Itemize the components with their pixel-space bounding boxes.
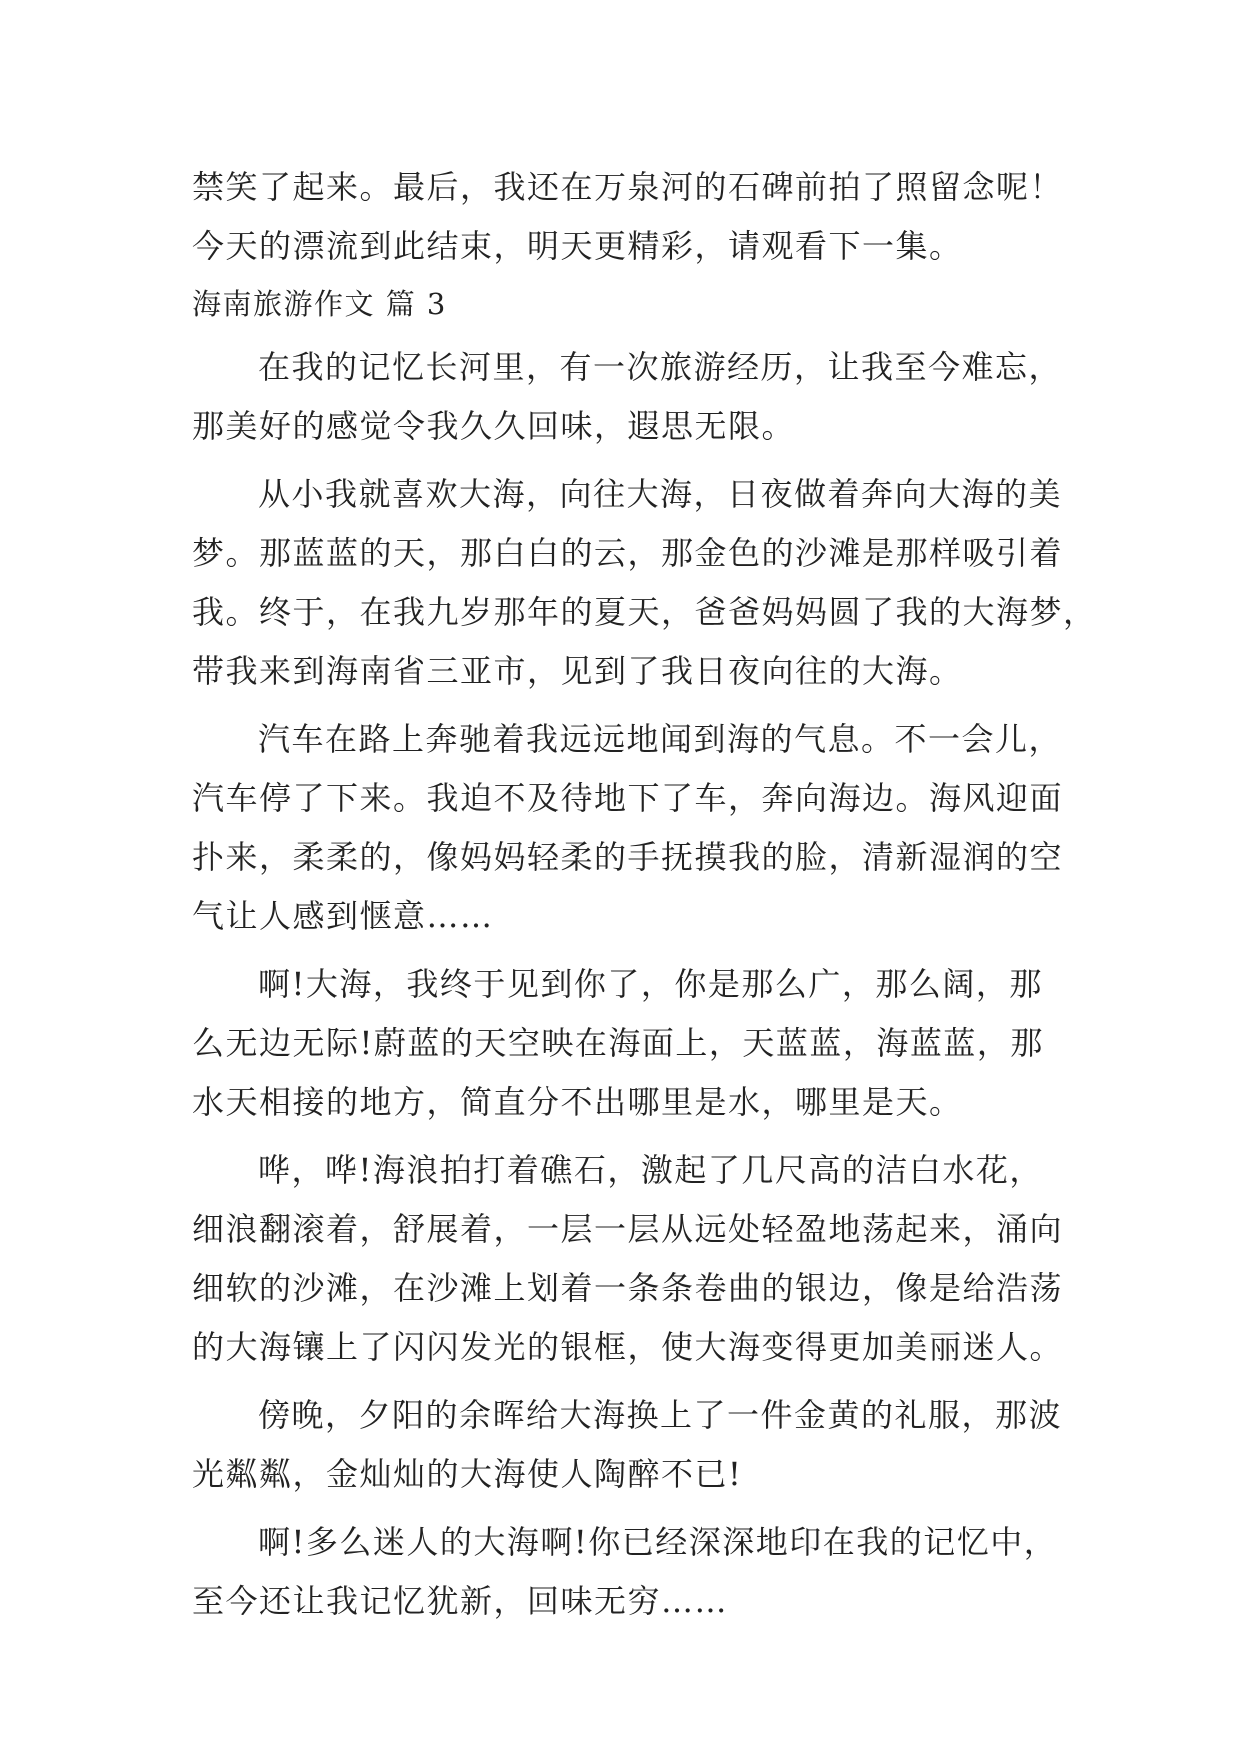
paragraph-line: 带我来到海南省三亚市，见到了我日夜向往的大海。	[192, 652, 963, 690]
paragraph-2	[192, 465, 1097, 701]
paragraph-line: 啊!多么迷人的大海啊!你已经深深地印在我的记忆中，	[258, 1523, 1058, 1561]
paragraph-7	[192, 1513, 1072, 1631]
paragraph-line: 的大海镶上了闪闪发光的银框，使大海变得更加美丽迷人。	[192, 1328, 1064, 1366]
paragraph-line: 啊!大海，我终于见到你了，你是那么广，那么阔，那	[258, 965, 1043, 1003]
paragraph-line: 扑来，柔柔的，像妈妈轻柔的手抚摸我的脸，清新湿润的空	[192, 838, 1064, 876]
paragraph-line: 梦。那蓝蓝的天，那白白的云，那金色的沙滩是那样吸引着	[192, 534, 1064, 572]
paragraph-3	[192, 710, 1072, 946]
paragraph-line: 傍晚，夕阳的余晖给大海换上了一件金黄的礼服，那波	[258, 1396, 1063, 1434]
paragraph-1	[192, 338, 1072, 456]
intro-line: 今天的漂流到此结束，明天更精彩，请观看下一集。	[192, 227, 963, 265]
paragraph-line: 哗，哗!海浪拍打着礁石，激起了几尺高的洁白水花，	[258, 1151, 1043, 1189]
paragraph-line: 光粼粼，金灿灿的大海使人陶醉不已!	[192, 1455, 743, 1493]
section-title: 海南旅游作文 篇 3	[192, 287, 447, 321]
paragraph-line: 水天相接的地方，简直分不出哪里是水，哪里是天。	[192, 1083, 963, 1121]
paragraph-6	[192, 1386, 1072, 1504]
paragraph-line: 从小我就喜欢大海，向往大海，日夜做着奔向大海的美	[258, 475, 1063, 513]
document-body	[192, 158, 1097, 1631]
intro-line: 禁笑了起来。最后，我还在万泉河的石碑前拍了照留念呢！	[192, 168, 1064, 206]
paragraph-5	[192, 1141, 1072, 1377]
paragraph-line: 气让人感到惬意……	[192, 897, 494, 935]
paragraph-line: 那美好的感觉令我久久回味，遐思无限。	[192, 407, 796, 445]
paragraph-line: 么无边无际!蔚蓝的天空映在海面上，天蓝蓝，海蓝蓝，那	[192, 1024, 1044, 1062]
paragraph-line: 汽车停了下来。我迫不及待地下了车，奔向海边。海风迎面	[192, 779, 1064, 817]
paragraph-line: 细软的沙滩，在沙滩上划着一条条卷曲的银边，像是给浩荡	[192, 1269, 1064, 1307]
paragraph-line: 至今还让我记忆犹新，回味无穷……	[192, 1582, 729, 1620]
paragraph-line: 汽车在路上奔驰着我远远地闻到海的气息。不一会儿，	[258, 720, 1063, 758]
paragraph-line: 我。终于，在我九岁那年的夏天，爸爸妈妈圆了我的大海梦，	[192, 593, 1097, 631]
paragraph-4	[192, 955, 1072, 1132]
paragraph-line: 在我的记忆长河里，有一次旅游经历，让我至今难忘，	[258, 348, 1063, 386]
paragraph-line: 细浪翻滚着，舒展着，一层一层从远处轻盈地荡起来，涌向	[192, 1210, 1064, 1248]
